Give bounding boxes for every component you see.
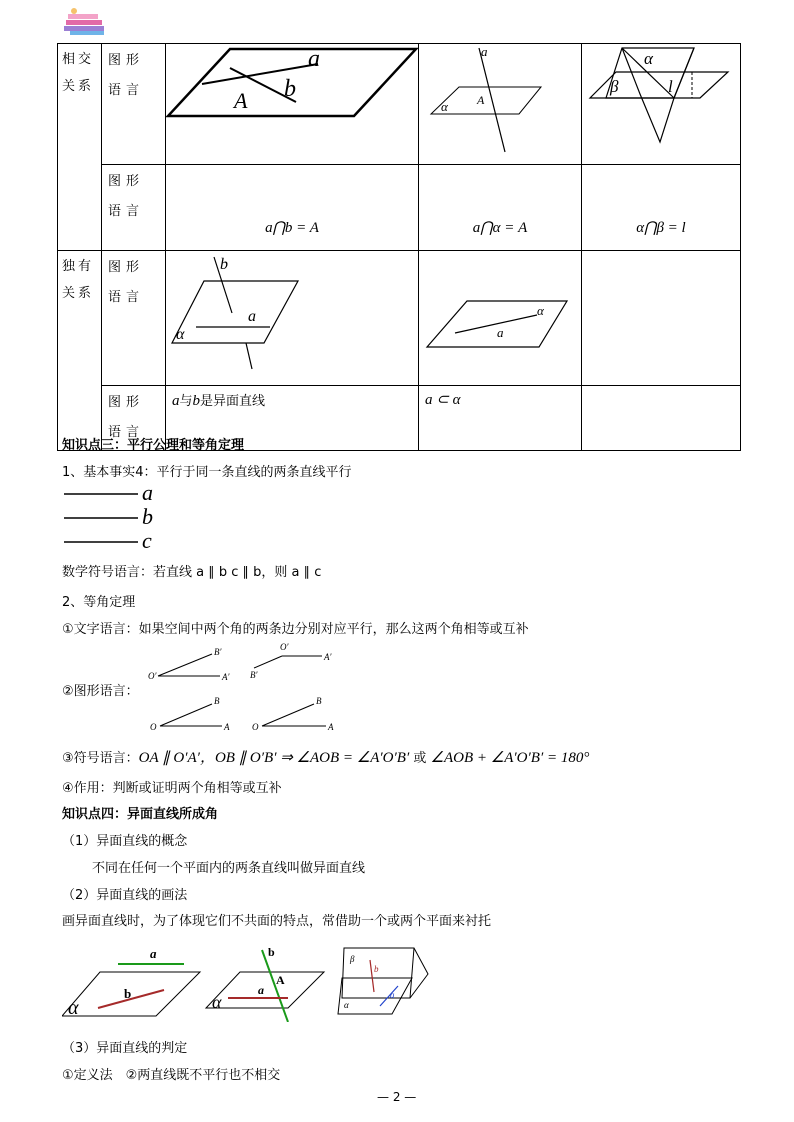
svg-text:α: α: [644, 49, 653, 68]
formula-lines: a⋂b = A: [166, 165, 419, 251]
svg-text:a: a: [248, 308, 256, 325]
skew-judgement: （3）异面直线的判定: [62, 1041, 188, 1056]
svg-text:O′: O′: [280, 642, 289, 652]
figure-line-in-plane: [419, 251, 582, 386]
svg-text:B: B: [316, 696, 322, 706]
skew-lines-text: a与b是异面直线: [166, 386, 419, 451]
section4-title: 知识点四：异面直线所成角: [62, 807, 219, 822]
skew-drawing: （2）异面直线的画法: [62, 888, 188, 903]
usage: ④作用：判断或证明两个角相等或互补: [62, 781, 282, 796]
skew-judgement-methods: ①定义法 ②两直线既不平行也不相交: [62, 1068, 281, 1083]
line-label-c: c: [142, 528, 152, 550]
angle-figures: [146, 640, 356, 744]
svg-text:A: A: [234, 88, 248, 113]
row-label-unique: 独有关系: [58, 251, 102, 451]
svg-text:O′: O′: [148, 671, 157, 681]
figure-plane-plane-intersect: [582, 44, 741, 165]
svg-text:b: b: [374, 964, 379, 974]
svg-text:A: A: [224, 722, 230, 732]
figure-lines-intersect: [166, 44, 419, 165]
figure-lang-label: 图形语言: [102, 251, 166, 386]
svg-text:A: A: [477, 93, 485, 107]
figure-lang-label: 图形语言: [102, 386, 166, 451]
parallel-lines-figure: [62, 480, 172, 554]
page-number: — 2 —: [377, 1090, 417, 1104]
svg-text:α: α: [212, 992, 222, 1012]
skew-drawing-figures: [62, 942, 442, 1026]
svg-text:A: A: [328, 722, 334, 732]
row-label-intersect: 相交关系: [58, 44, 102, 251]
svg-text:b: b: [124, 986, 132, 1001]
formula-planes: α⋂β = l: [582, 165, 741, 251]
figure-language: ②图形语言：: [62, 684, 139, 699]
svg-text:α: α: [344, 1000, 349, 1010]
svg-text:O: O: [150, 722, 157, 732]
equal-angle-theorem: 2、等角定理: [62, 595, 136, 610]
svg-text:a: a: [390, 990, 395, 1000]
text-language: ①文字语言：如果空间中两个角的两条边分别对应平行，那么这两个角相等或互补: [62, 622, 529, 637]
figure-skew-lines: [166, 251, 419, 386]
symbol-language-2: ③符号语言：OA ∥ O′A′，OB ∥ O′B′ ⇒ ∠AOB = ∠A′O′B′ 或 ∠AOB + ∠A′O′B′ = 180°: [62, 750, 590, 766]
svg-text:a: a: [150, 946, 157, 961]
empty-cell: [582, 386, 741, 451]
svg-text:O: O: [252, 722, 259, 732]
books-logo-icon: [62, 6, 106, 36]
line-label-b: b: [142, 504, 153, 529]
section3-title: 知识点三：平行公理和等角定理: [62, 438, 245, 453]
empty-cell: [582, 251, 741, 386]
skew-definition: 不同在任何一个平面内的两条直线叫做异面直线: [92, 861, 366, 876]
figure-line-plane-intersect: [419, 44, 582, 165]
svg-text:b: b: [284, 76, 296, 102]
svg-text:l: l: [668, 77, 673, 96]
basic-fact-4: 1、基本事实4：平行于同一条直线的两条直线平行: [62, 465, 352, 480]
svg-text:A′: A′: [324, 652, 332, 662]
svg-text:α: α: [441, 99, 448, 114]
svg-text:α: α: [176, 326, 185, 343]
svg-text:α: α: [68, 997, 79, 1019]
svg-text:β: β: [610, 77, 619, 96]
svg-text:B: B: [214, 696, 220, 706]
svg-text:B′: B′: [250, 670, 258, 680]
svg-text:a: a: [308, 46, 320, 72]
contain-text: a ⊂ α: [419, 386, 582, 451]
svg-text:α: α: [537, 303, 544, 318]
symbol-language: 数学符号语言：若直线 a ∥ b c ∥ b，则 a ∥ c: [62, 565, 322, 580]
skew-concept: （1）异面直线的概念: [62, 834, 188, 849]
svg-text:A: A: [276, 973, 285, 987]
relations-table: [57, 43, 741, 451]
figure-lang-label: 图形语言: [102, 165, 166, 251]
figure-lang-label: 图形语言: [102, 44, 166, 165]
svg-text:B′: B′: [214, 647, 222, 657]
svg-text:a: a: [258, 983, 264, 997]
svg-text:β: β: [350, 954, 355, 964]
svg-text:b: b: [268, 945, 275, 959]
skew-drawing-desc: 画异面直线时，为了体现它们不共面的特点，常借助一个或两个平面来衬托: [62, 914, 492, 929]
svg-text:a: a: [481, 44, 488, 59]
svg-text:b: b: [220, 256, 228, 273]
svg-text:a: a: [497, 325, 504, 340]
svg-text:A′: A′: [222, 672, 230, 682]
formula-line-plane: a⋂α = A: [419, 165, 582, 251]
line-label-a: a: [142, 480, 153, 505]
